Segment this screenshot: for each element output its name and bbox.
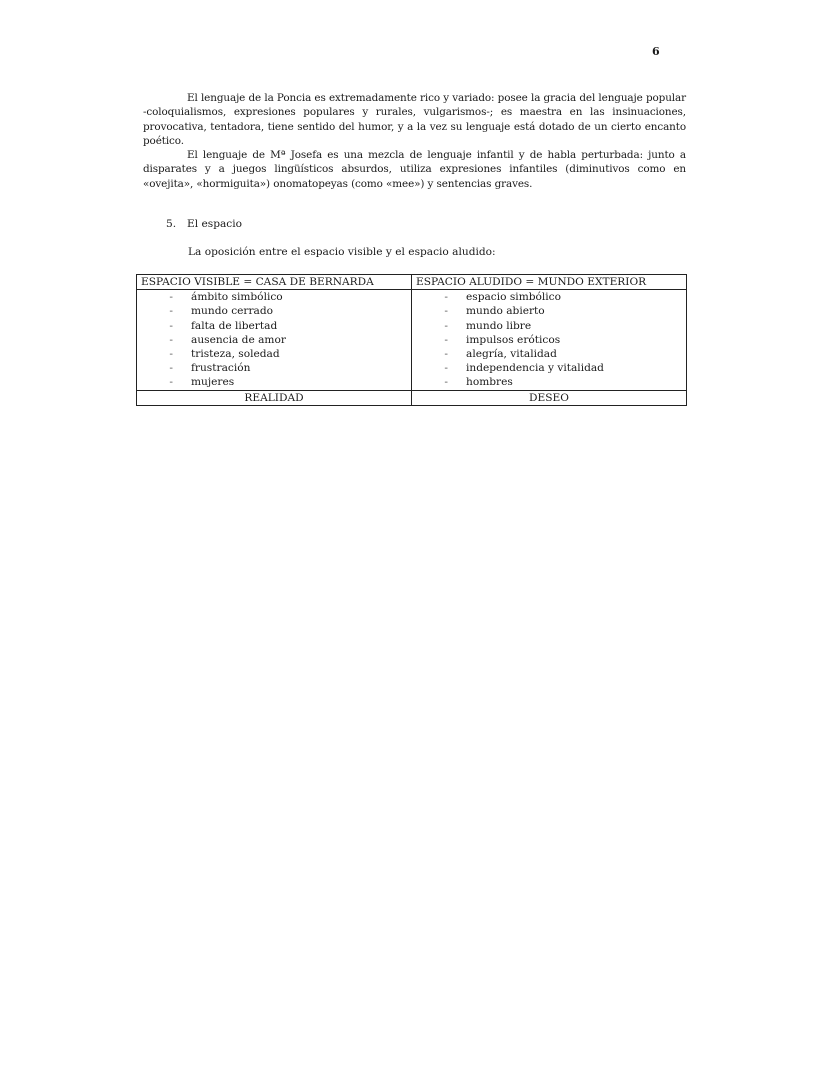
bullet-dash: - (444, 347, 448, 360)
bullet-dash: - (444, 291, 448, 304)
table-body-row (137, 290, 687, 390)
footer-deseo: DESEO (412, 390, 687, 405)
list-item (412, 319, 686, 333)
bullet-dash: - (169, 305, 173, 318)
section-intro: La oposición entre el espacio visible y el espacio aludido: (188, 246, 496, 258)
list-item (137, 333, 411, 347)
item-text: frustración (191, 362, 251, 375)
column-header-aludido: ESPACIO ALUDIDO = MUNDO EXTERIOR (412, 275, 687, 290)
paragraph-poncia (143, 91, 686, 148)
section-title: El espacio (187, 218, 242, 230)
list-item (137, 304, 411, 318)
item-text: impulsos eróticos (466, 333, 561, 346)
paragraph-text: El lenguaje de Mª Josefa es una mezcla de lenguaje infantil y de habla perturbada: junto a disparates y a juegos lingüísticos absurdos, utiliza expresiones infantiles (diminutivos como en «ovejita», «hormiguita») onomatopeyas (como «mee») y sentencias graves. (143, 149, 686, 190)
column-header-visible: ESPACIO VISIBLE = CASA DE BERNARDA (137, 275, 412, 290)
item-text: ámbito simbólico (191, 291, 283, 304)
section-number: 5. (166, 218, 177, 230)
bullet-dash: - (169, 347, 173, 360)
page-number: 6 (652, 45, 660, 58)
bullet-dash: - (169, 319, 173, 332)
footer-realidad: REALIDAD (137, 390, 412, 405)
list-item (137, 347, 411, 361)
item-text: falta de libertad (191, 319, 278, 332)
bullet-dash: - (444, 333, 448, 346)
item-text: ausencia de amor (191, 333, 286, 346)
paragraph-text: El lenguaje de la Poncia es extremadamente rico y variado: posee la gracia del lenguaje popular -coloquialismos, expresiones populares y rurales, vulgarismos-; es maestra en las insinuaciones, provocativa, tentadora, tiene sentido del humor, y a la vez su lenguaje está dotado de un cierto encanto poético. (143, 92, 686, 147)
list-item (412, 361, 686, 375)
bullet-dash: - (169, 291, 173, 304)
item-text: hombres (466, 376, 513, 389)
item-text: espacio simbólico (466, 291, 561, 304)
bullet-dash: - (444, 305, 448, 318)
bullet-dash: - (169, 376, 173, 389)
table-footer-row (137, 390, 687, 405)
item-text: independencia y vitalidad (466, 362, 604, 375)
item-text: mundo libre (466, 319, 532, 332)
section-heading (166, 218, 242, 230)
item-text: tristeza, soledad (191, 347, 280, 360)
list-item (137, 319, 411, 333)
item-text: mujeres (191, 376, 235, 389)
list-item (412, 290, 686, 304)
paragraph-maria-josefa (143, 148, 686, 191)
list-item (137, 375, 411, 389)
list-aludido (412, 290, 687, 390)
list-item (412, 347, 686, 361)
list-item (412, 304, 686, 318)
bullet-dash: - (169, 333, 173, 346)
list-item (137, 361, 411, 375)
table-header-row (137, 275, 687, 290)
bullet-dash: - (444, 376, 448, 389)
item-text: alegría, vitalidad (466, 347, 557, 360)
bullet-dash: - (444, 362, 448, 375)
list-item (412, 375, 686, 389)
item-text: mundo cerrado (191, 305, 274, 318)
comparison-table (136, 274, 687, 406)
bullet-dash: - (444, 319, 448, 332)
list-visible (137, 290, 412, 390)
bullet-dash: - (169, 362, 173, 375)
list-item (412, 333, 686, 347)
list-item (137, 290, 411, 304)
item-text: mundo abierto (466, 305, 545, 318)
